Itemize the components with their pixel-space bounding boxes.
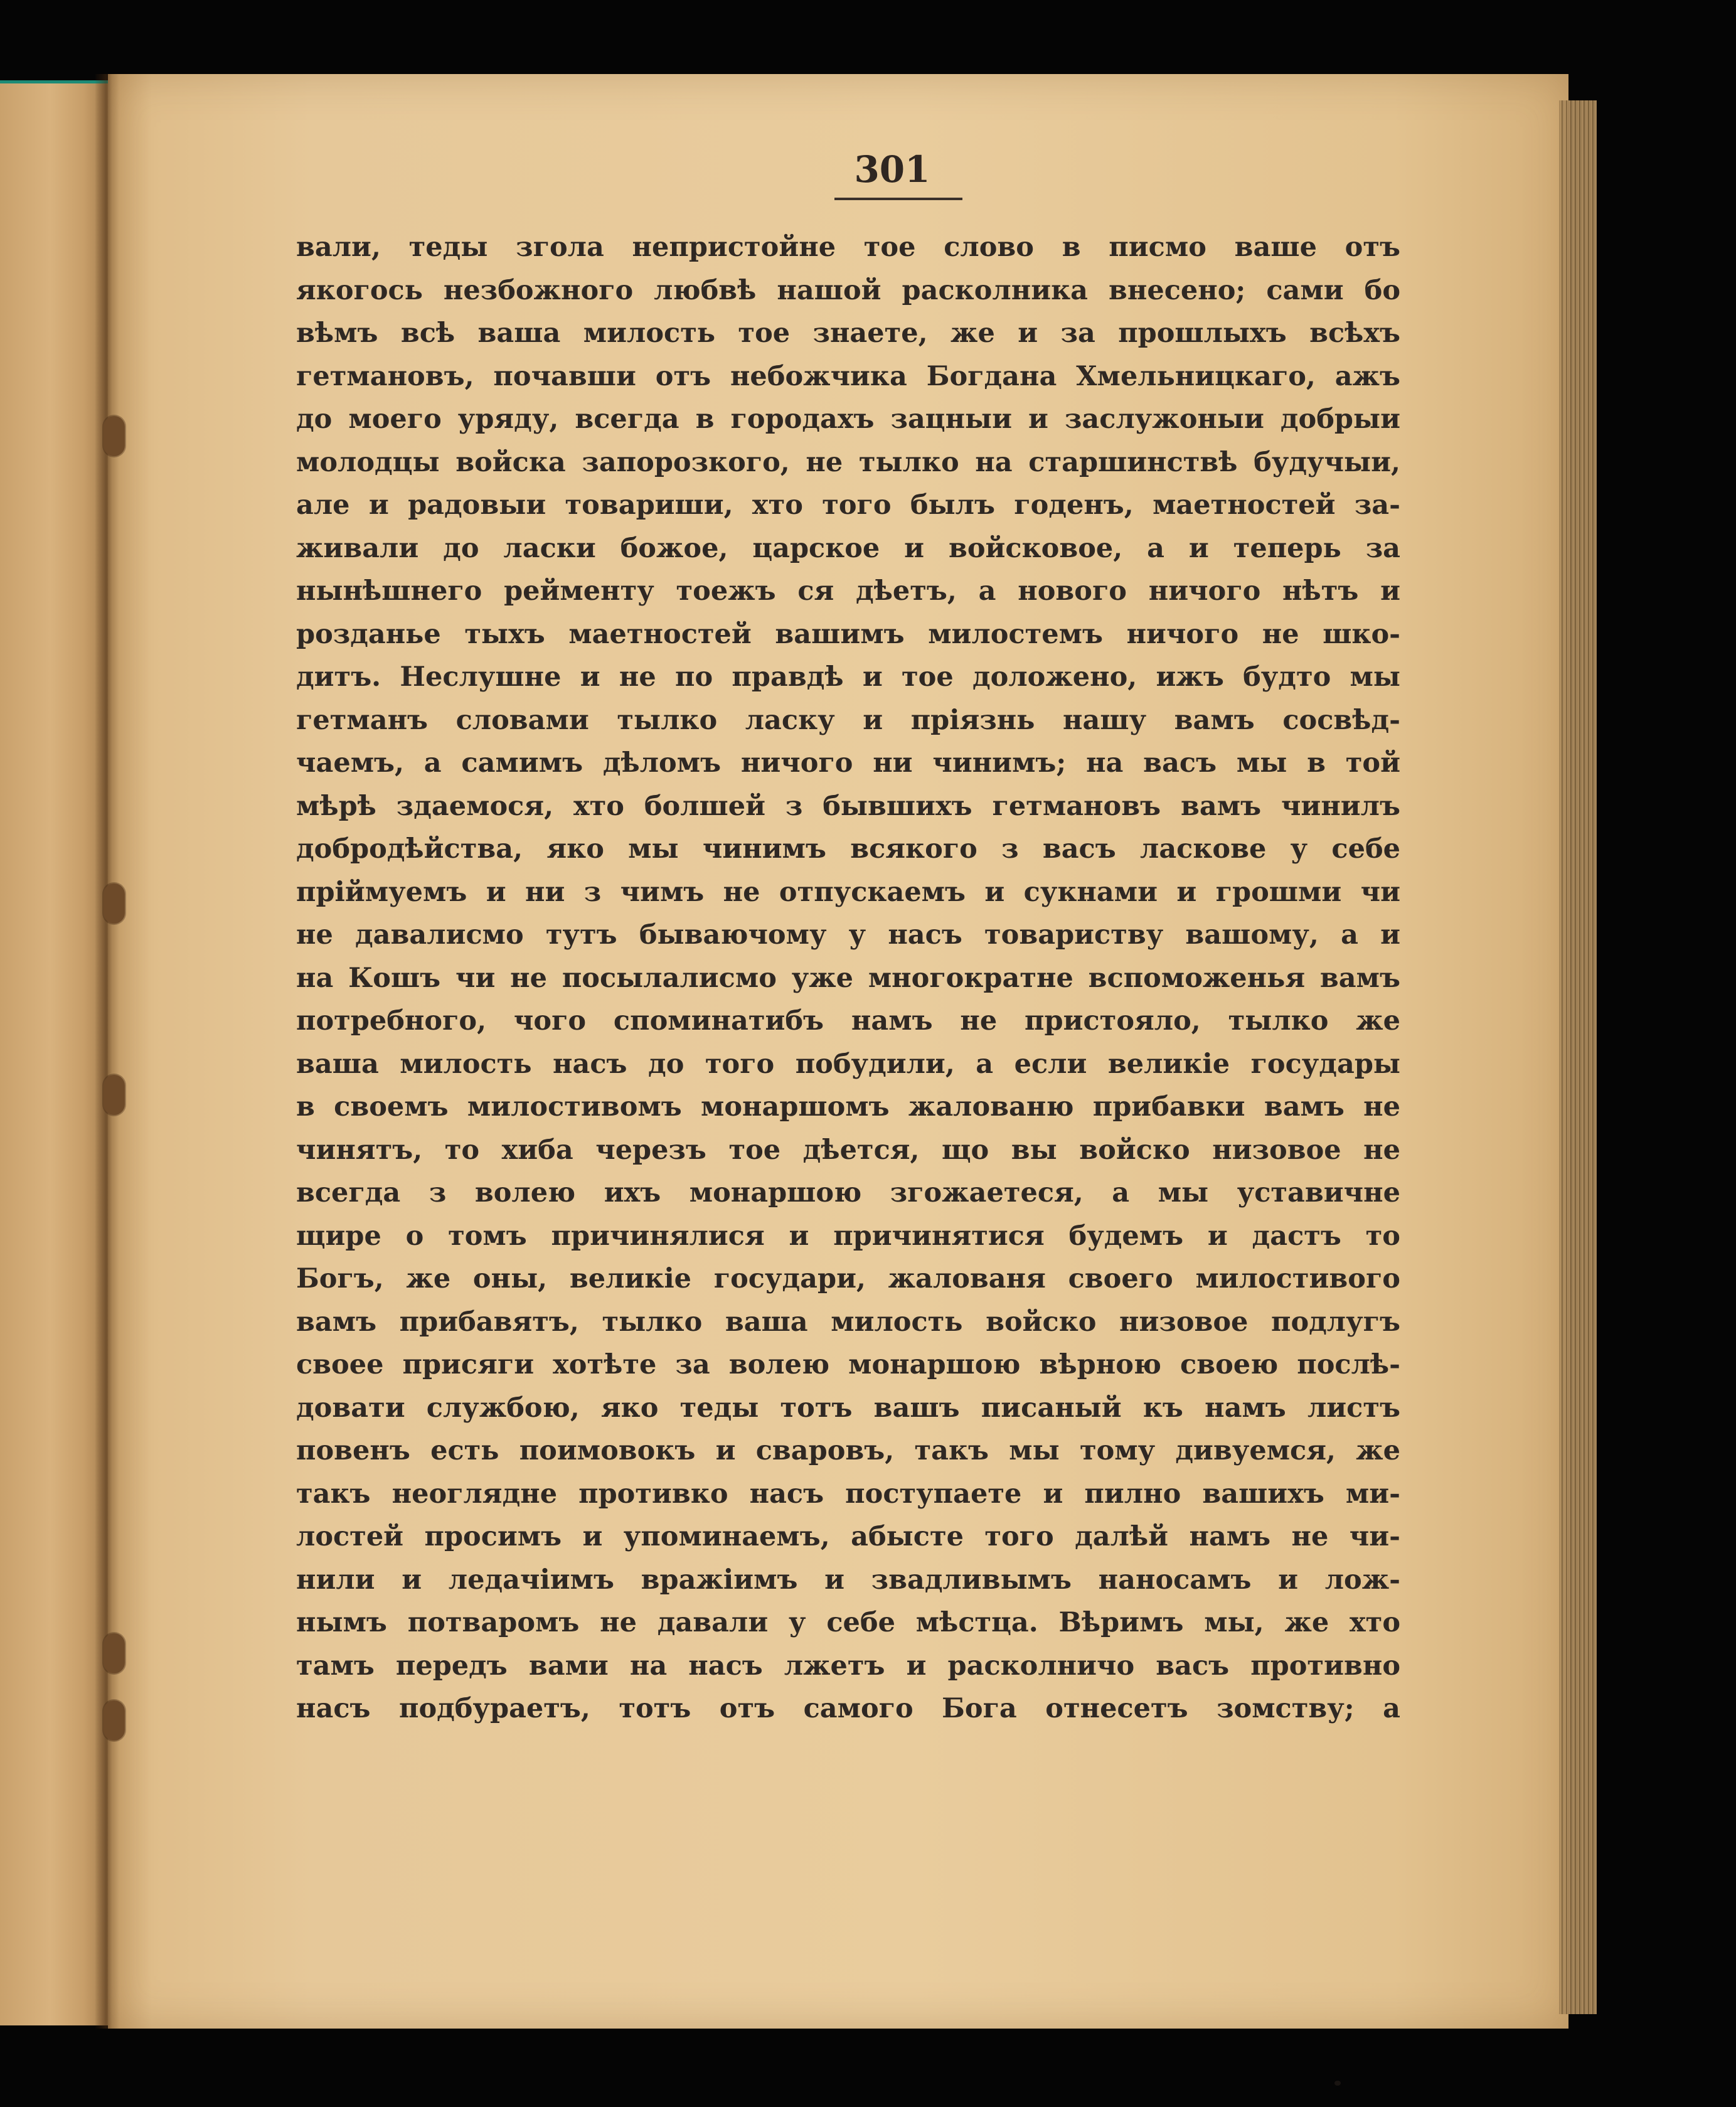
text-line: Богъ, же оны, великіе государи, жалованя своего милостивого [296,1263,1400,1294]
text-line: пріймуемъ и ни з чимъ не отпускаемъ и сукнами и грошми чи [296,876,1400,908]
book-spread [0,74,1597,2029]
text-line: чинятъ, то хиба черезъ тое дѣется, що вы войско низовое не [296,1134,1400,1166]
text-line: такъ неоглядне противко насъ поступаете и пилно вашихъ ми- [296,1478,1400,1510]
text-line: гетмановъ, почавши отъ небожчика Богдана Хмельницкаго, ажъ [296,360,1400,392]
text-line: добродѣйства, яко мы чинимъ всякого з васъ ласкове у себе [296,833,1400,865]
text-line: чаемъ, а самимъ дѣломъ ничого ни чинимъ; на васъ мы в той [296,747,1400,779]
text-line: розданье тыхъ маетностей вашимъ милостемъ ничого не шко- [296,618,1400,650]
text-line: дитъ. Неслушне и не по правдѣ и тое доложено, ижъ будто мы [296,661,1400,693]
text-line: але и радовыи товариши, хто того былъ годенъ, маетностей за- [296,489,1400,521]
page-header [108,148,1568,208]
text-line: мѣрѣ здаемося, хто болшей з бывшихъ гетмановъ вамъ чинилъ [296,790,1400,822]
page-number: 301 [854,148,930,191]
text-line: потребного, чого споминатибъ намъ не пристояло, тылко же [296,1005,1400,1037]
text-line: насъ подбураетъ, тотъ отъ самого Бога отнесетъ зомству; а [296,1693,1400,1724]
text-line: гетманъ словами тылко ласку и пріязнь нашу вамъ сосвѣд- [296,704,1400,736]
text-line: лостей просимъ и упоминаемъ, абысте того далѣй намъ не чи- [296,1521,1400,1552]
text-line: на Кошъ чи не посылалисмо уже многократне вспоможенья вамъ [296,962,1400,994]
binding-stitch [104,883,125,924]
text-line: тамъ передъ вами на насъ лжетъ и расколничо васъ противно [296,1650,1400,1682]
text-line: якогось незбожного любвѣ нашой расколника внесено; сами бо [296,274,1400,306]
binding-stitch [104,1700,125,1741]
text-line: вали, теды згола непристойне тое слово в писмо ваше отъ [296,232,1400,263]
page-stack-edge [1559,100,1597,2014]
binding-stitch [104,416,125,456]
text-line: молодцы войска запорозкого, не тылко на старшинствѣ будучыи, [296,446,1400,478]
text-line: не давалисмо тутъ бываючому у насъ товариству вашому, а и [296,919,1400,951]
text-line: до моего уряду, всегда в городахъ зацныи и заслужоныи добрыи [296,403,1400,435]
text-line: своее присяги хотѣте за волею монаршою вѣрною своею послѣ- [296,1349,1400,1380]
binding-stitch [104,1633,125,1673]
text-line: нили и ледачіимъ вражіимъ и звадливымъ наносамъ и лож- [296,1564,1400,1596]
text-line: щире о томъ причинялися и причинятися будемъ и дастъ то [296,1220,1400,1252]
text-line: довати службою, яко теды тотъ вашъ писаный къ намъ листъ [296,1392,1400,1424]
text-line: живали до ласки божое, царское и войсковое, а и теперь за [296,532,1400,564]
page-number-underline [834,198,962,200]
text-line: вѣмъ всѣ ваша милость тое знаете, же и за прошлыхъ всѣхъ [296,317,1400,349]
paper-speck [1334,2081,1341,2086]
text-line: ваша милость насъ до того побудили, а если великіе государы [296,1048,1400,1080]
body-text [296,226,1400,1731]
text-line: всегда з волею ихъ монаршою згожаетеся, а мы уставичне [296,1177,1400,1208]
text-line: повенъ есть поимовокъ и сваровъ, такъ мы тому дивуемся, же [296,1435,1400,1466]
right-page [108,74,1568,2029]
binding-stitch [104,1075,125,1115]
text-line: вамъ прибавятъ, тылко ваша милость войско низовое подлугъ [296,1306,1400,1338]
text-line: в своемъ милостивомъ монаршомъ жалованю прибавки вамъ не [296,1091,1400,1123]
text-line: нынѣшнего рейменту тоежъ ся дѣетъ, а нового ничого нѣтъ и [296,575,1400,607]
text-line: нымъ потваромъ не давали у себе мѣстца. Вѣримъ мы, же хто [296,1607,1400,1638]
